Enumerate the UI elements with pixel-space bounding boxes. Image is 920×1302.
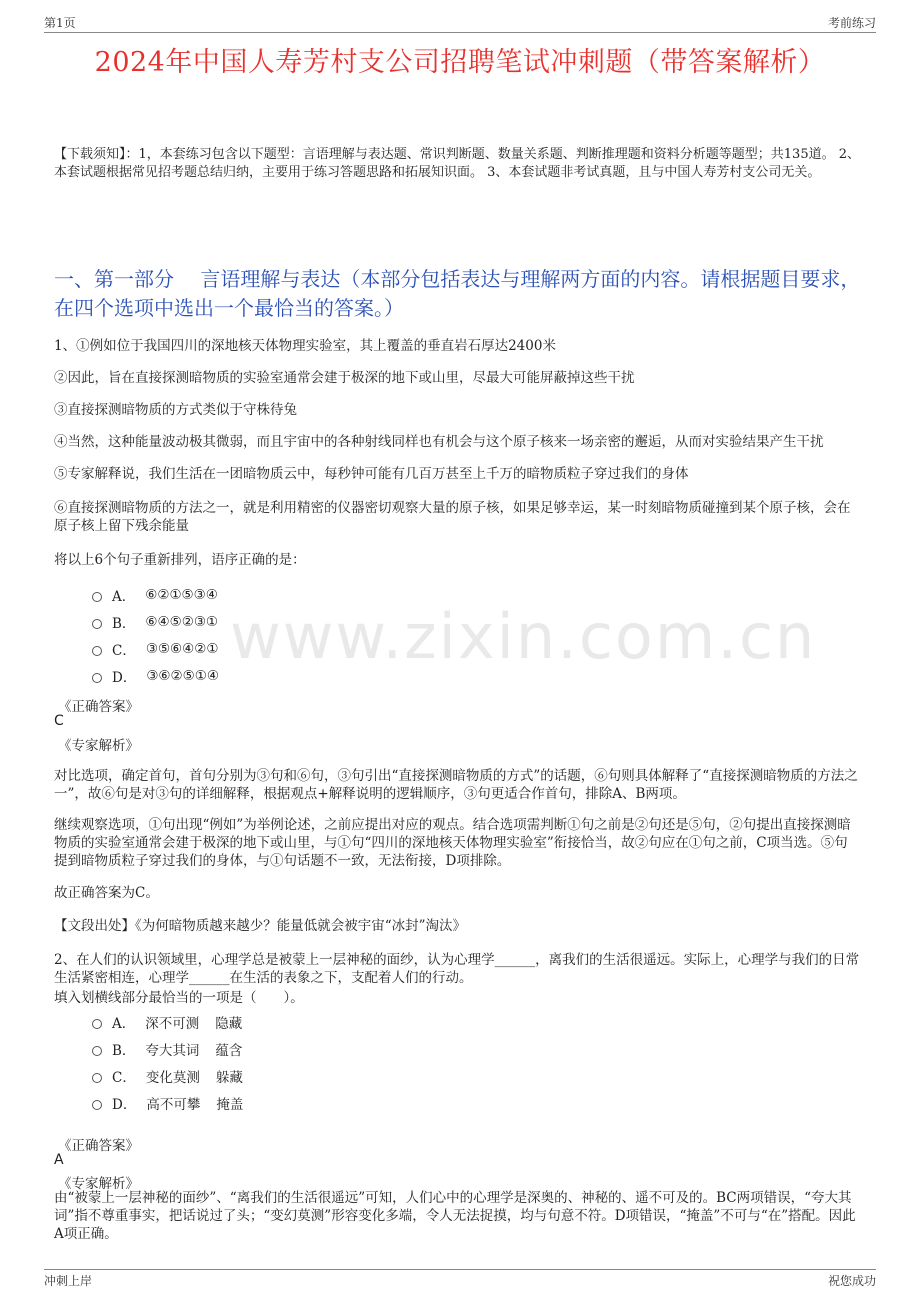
q1-sentence: ⑥直接探测暗物质的方法之一，就是利用精密的仪器密切观察大量的原子核，如果足够幸运，某一时刻暗物质碰撞到某个原子核，会在原子核上留下残余能量 [54,500,851,534]
q1-analysis-paragraph: 故正确答案为C。 [54,885,159,901]
footer-divider [44,1269,876,1270]
q1-sentence: ②因此，旨在直接探测暗物质的实验室通常会建于极深的地下或山里，尽最大可能屏蔽掉这些干扰 [54,370,635,386]
q1-answer: C [54,713,64,729]
q1-analysis-paragraph: 继续观察选项，①句出现“例如”为举例论述，之前应提出对应的观点。结合选项需判断①句之前是②句还是⑤句，②句提出直接探测暗物质的实验室通常会建于极深的地下或山里，与①句“四川的深地核天体物理实验室”衔接恰当，故②句应在①句之前，C项当选。⑤句提到暗物质粒子穿过我们的身体，与①句话题不一致，无法衔接，D项排除。 [54,817,851,869]
q1-sentence: ③直接探测暗物质的方式类似于守株待兔 [54,402,297,418]
q1-prompt: 将以上6个句子重新排列，语序正确的是： [54,552,306,568]
q1-answer-label: 《正确答案》 [58,699,139,715]
radio-icon[interactable] [92,646,102,656]
q2-prompt: 填入划横线部分最恰当的一项是（ ）。 [54,990,304,1006]
q1-option-a[interactable]: A． ⑥②①⑤③④ [92,585,218,605]
q2-answer-label: 《正确答案》 [58,1138,139,1154]
footer-left-label: 冲刺上岸 [44,1274,93,1288]
footer-right-label: 祝您成功 [827,1274,876,1288]
header-label: 考前练习 [827,16,876,30]
q1-option-d[interactable]: D． ③⑥②⑤①④ [92,666,219,686]
q2-analysis-label: 《专家解析》 [58,1176,139,1192]
q1-analysis-label: 《专家解析》 [58,738,139,754]
download-notice: 【下载须知】：1，本套练习包含以下题型：言语理解与表达题、常识判断题、数量关系题、判断推理题和资料分析题等题型；共135道。 2、本套试题根据常见招考题总结归纳，主要用于练习答题思路和拓展知识面。 3、本套试题非考试真题，且与中国人寿芳村支公司无关。 [54,147,860,180]
q1-option-c[interactable]: C． ③⑤⑥④②① [92,639,218,659]
q2-option-d[interactable]: D． 高不可攀 掩盖 [92,1093,243,1113]
radio-icon[interactable] [92,1100,102,1110]
q2-answer: A [54,1152,64,1168]
q1-analysis-paragraph: 对比选项，确定首句，首句分别为③句和⑥句，③句引出“直接探测暗物质的方式”的话题，⑥句则具体解释了“直接探测暗物质的方法之一”，故⑥句是对③句的详细解释，根据观点+解释说明的逻辑顺序，③句更适合作首句，排除A、B两项。 [54,768,858,802]
q1-option-b[interactable]: B． ⑥④⑤②③① [92,612,218,632]
page-number: 第1页 [44,16,76,30]
radio-icon[interactable] [92,1046,102,1056]
q2-option-c[interactable]: C． 变化莫测 躲藏 [92,1066,243,1086]
q1-sentence: ④当然，这种能量波动极其微弱，而且宇宙中的各种射线同样也有机会与这个原子核来一场亲密的邂逅，从而对实验结果产生干扰 [54,434,824,450]
q1-sentence: ⑤专家解释说，我们生活在一团暗物质云中，每秒钟可能有几百万甚至上千万的暗物质粒子穿过我们的身体 [54,466,689,482]
radio-icon[interactable] [92,592,102,602]
document-title: 2024年中国人寿芳村支公司招聘笔试冲刺题（带答案解析） [94,47,826,78]
q2-option-a[interactable]: A． 深不可测 隐藏 [92,1012,242,1032]
q2-option-b[interactable]: B． 夸大其词 蕴含 [92,1039,242,1059]
watermark: www.zixin.com.cn [230,600,817,673]
section-heading: 一、第一部分 言语理解与表达（本部分包括表达与理解两方面的内容。请根据题目要求，在四个选项中选出一个最恰当的答案。） [54,267,861,320]
q2-analysis: 由“被蒙上一层神秘的面纱”、“离我们的生活很遥远”可知，人们心中的心理学是深奥的、神秘的、遥不可及的。BC两项错误，“夸大其词”指不尊重事实，把话说过了头；“变幻莫测”形容变化多端，令人无法捉摸，均与句意不符。D项错误，“掩盖”不可与“在”搭配。因此A项正确。 [54,1190,856,1242]
q1-sentence: 1、①例如位于我国四川的深地核天体物理实验室，其上覆盖的垂直岩石厚达2400米 [54,338,556,354]
header-divider [44,32,876,33]
radio-icon[interactable] [92,1019,102,1029]
radio-icon[interactable] [92,619,102,629]
radio-icon[interactable] [92,1073,102,1083]
q2-stem: 2、在人们的认识领域里，心理学总是被蒙上一层神秘的面纱，认为心理学______，离我们的生活很遥远。实际上，心理学与我们的日常生活紧密相连，心理学______在生活的表象之下，支配着人们的行动。 [54,952,860,986]
radio-icon[interactable] [92,673,102,683]
q1-source: 【文段出处】《为何暗物质越来越少？能量低就会被宇宙“冰封”淘汰》 [54,918,467,934]
